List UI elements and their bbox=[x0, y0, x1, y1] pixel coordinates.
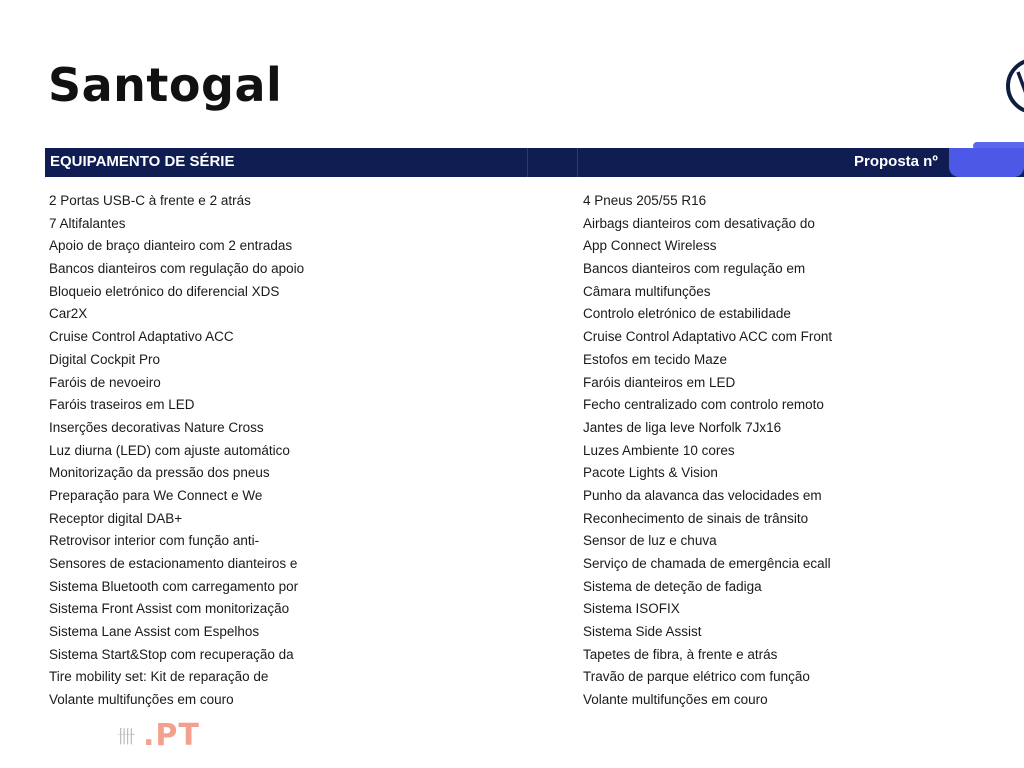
equipment-list-right bbox=[583, 190, 832, 712]
equipment-item: Reconhecimento de sinais de trânsito bbox=[583, 510, 809, 526]
equipment-item: Tapetes de fibra, à frente e atrás bbox=[583, 646, 778, 662]
equipment-item: Câmara multifunções bbox=[583, 283, 711, 299]
equipment-item: Sistema Start&Stop com recuperação da bbox=[49, 646, 294, 662]
equipment-item: App Connect Wireless bbox=[583, 238, 717, 254]
equipment-item: Jantes de liga leve Norfolk 7Jx16 bbox=[583, 419, 782, 435]
equipment-item: Faróis traseiros em LED bbox=[49, 397, 195, 413]
equipment-item: Punho da alavanca das velocidades em bbox=[583, 487, 822, 503]
equipment-item: Sensor de luz e chuva bbox=[583, 533, 717, 549]
equipment-item: 4 Pneus 205/55 R16 bbox=[583, 193, 707, 208]
section-header-bar bbox=[45, 148, 1024, 177]
equipment-item: Bancos dianteiros com regulação em bbox=[583, 261, 806, 277]
equipment-item: Receptor digital DAB+ bbox=[49, 510, 183, 526]
equipment-list-left bbox=[49, 190, 304, 712]
equipment-item: Fecho centralizado com controlo remoto bbox=[583, 397, 824, 413]
vw-logo-icon bbox=[1006, 58, 1024, 114]
header-divider bbox=[577, 148, 578, 177]
equipment-item: Sistema de deteção de fadiga bbox=[583, 578, 762, 594]
equipment-item: Estofos em tecido Maze bbox=[583, 351, 728, 367]
equipment-item: Car2X bbox=[49, 306, 88, 322]
equipment-item: Preparação para We Connect e We bbox=[49, 487, 263, 503]
equipment-item: Retrovisor interior com função anti- bbox=[49, 533, 260, 549]
watermark-glyph-icon: 卌 bbox=[117, 726, 135, 748]
equipment-item: 7 Altifalantes bbox=[49, 215, 126, 231]
equipment-item: Faróis de nevoeiro bbox=[49, 374, 161, 390]
watermark-text: .PT bbox=[143, 718, 200, 753]
equipment-item: Sistema ISOFIX bbox=[583, 601, 680, 617]
equipment-item: Digital Cockpit Pro bbox=[49, 351, 161, 367]
redaction-mark bbox=[949, 148, 1024, 177]
equipment-item: Serviço de chamada de emergência ecall bbox=[583, 556, 831, 571]
equipment-item: Airbags dianteiros com desativação do bbox=[583, 215, 815, 231]
equipment-item: Bloqueio eletrónico do diferencial XDS bbox=[49, 283, 280, 299]
equipment-item: Controlo eletrónico de estabilidade bbox=[583, 306, 791, 322]
equipment-item: Sistema Lane Assist com Espelhos bbox=[49, 624, 260, 640]
equipment-item: Luz diurna (LED) com ajuste automático bbox=[49, 442, 290, 458]
equipment-item: Sensores de estacionamento dianteiros e bbox=[49, 556, 298, 571]
proposal-number-label: Proposta nº bbox=[854, 153, 938, 170]
equipment-item: Sistema Bluetooth com carregamento por bbox=[49, 578, 299, 594]
equipment-item: Inserções decorativas Nature Cross bbox=[49, 419, 264, 435]
equipment-item: Faróis dianteiros em LED bbox=[583, 374, 736, 390]
watermark bbox=[117, 718, 200, 753]
equipment-item: 2 Portas USB-C à frente e 2 atrás bbox=[49, 193, 251, 208]
equipment-item: Apoio de braço dianteiro com 2 entradas bbox=[49, 238, 293, 254]
equipment-item: Cruise Control Adaptativo ACC com Front bbox=[583, 329, 833, 345]
equipment-item: Pacote Lights & Vision bbox=[583, 465, 718, 481]
equipment-item: Volante multifunções em couro bbox=[583, 692, 768, 708]
equipment-item: Cruise Control Adaptativo ACC bbox=[49, 329, 234, 345]
equipment-item: Tire mobility set: Kit de reparação de bbox=[49, 669, 269, 685]
brand-logo-text: Santogal bbox=[48, 58, 283, 112]
header-divider bbox=[527, 148, 528, 177]
section-title: EQUIPAMENTO DE SÉRIE bbox=[50, 153, 235, 170]
equipment-item: Volante multifunções em couro bbox=[49, 692, 234, 708]
equipment-item: Monitorização da pressão dos pneus bbox=[49, 465, 270, 481]
equipment-item: Sistema Side Assist bbox=[583, 624, 702, 640]
equipment-item: Luzes Ambiente 10 cores bbox=[583, 442, 735, 458]
equipment-item: Bancos dianteiros com regulação do apoio bbox=[49, 261, 305, 277]
equipment-item: Sistema Front Assist com monitorização bbox=[49, 601, 290, 617]
equipment-item: Travão de parque elétrico com função bbox=[583, 669, 810, 685]
